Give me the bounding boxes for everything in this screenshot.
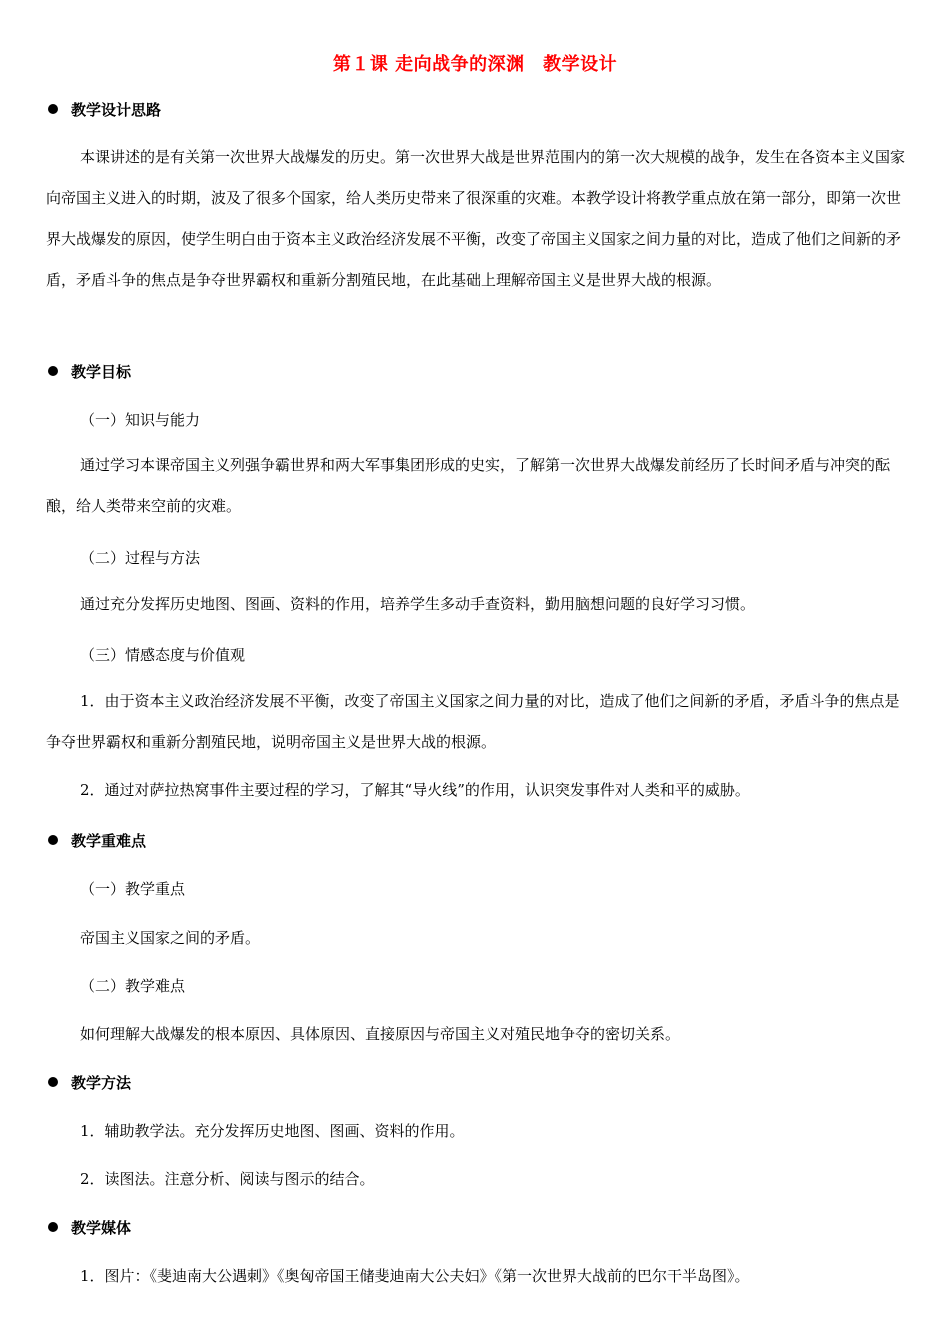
method-item-2: 2．读图法。注意分析、阅读与图示的结合。 — [80, 1170, 375, 1188]
bullet-icon — [48, 104, 58, 114]
objective-subheading-process: （二）过程与方法 — [80, 549, 201, 567]
method-item-1: 1．辅助教学法。充分发挥历史地图、图画、资料的作用。 — [80, 1122, 465, 1140]
key-point-focus-text: 帝国主义国家之间的矛盾。 — [80, 929, 261, 947]
key-point-subheading-difficulty: （二）教学难点 — [80, 977, 186, 995]
heading-text: 教学设计思路 — [71, 101, 162, 119]
section-heading-methods — [48, 1072, 131, 1093]
heading-text: 教学目标 — [71, 363, 132, 381]
objective-values-item-2: 2．通过对萨拉热窝事件主要过程的学习，了解其“导火线”的作用，认识突发事件对人类和平的威胁。 — [80, 781, 750, 799]
key-point-subheading-focus: （一）教学重点 — [80, 880, 186, 898]
objective-values-item-1: 1．由于资本主义政治经济发展不平衡，改变了帝国主义国家之间力量的对比，造成了他们之间新的矛盾，矛盾斗争的焦点是争夺世界霸权和重新分割殖民地，说明帝国主义是世界大战的根源。 — [46, 692, 900, 751]
heading-text: 教学重难点 — [71, 832, 147, 850]
document-title: 第１课 走向战争的深渊 教学设计 — [332, 54, 618, 75]
objective-knowledge-text: 通过学习本课帝国主义列强争霸世界和两大军事集团形成的史实，了解第一次世界大战爆发前经历了长时间矛盾与冲突的酝酿，给人类带来空前的灾难。 — [46, 456, 891, 515]
key-point-difficulty-text: 如何理解大战爆发的根本原因、具体原因、直接原因与帝国主义对殖民地争夺的密切关系。 — [80, 1025, 681, 1043]
section-heading-objectives — [48, 361, 131, 382]
design-idea-paragraph: 本课讲述的是有关第一次世界大战爆发的历史。第一次世界大战是世界范围内的第一次大规模的战争，发生在各资本主义国家向帝国主义进入的时期，波及了很多个国家，给人类历史带来了很深重的灾难。本教学设计将教学重点放在第一部分，即第一次世界大战爆发的原因，使学生明白由于资本主义政治经济发展不平衡，改变了帝国主义国家之间力量的对比，造成了他们之间新的矛盾，矛盾斗争的焦点是争夺世界霸权和重新分割殖民地，在此基础上理解帝国主义是世界大战的根源。 — [46, 148, 906, 289]
bullet-icon — [48, 1077, 58, 1087]
objective-subheading-knowledge: （一）知识与能力 — [80, 411, 201, 429]
bullet-icon — [48, 1222, 58, 1232]
section-heading-media — [48, 1217, 131, 1238]
heading-text: 教学方法 — [71, 1074, 132, 1092]
section-heading-design-idea — [48, 99, 161, 120]
bullet-icon — [48, 835, 58, 845]
objective-subheading-values: （三）情感态度与价值观 — [80, 646, 246, 664]
media-item-1: 1．图片：《斐迪南大公遇刺》《奥匈帝国王储斐迪南大公夫妇》《第一次世界大战前的巴尔干半岛图》。 — [80, 1267, 750, 1285]
section-heading-key-points — [48, 830, 146, 851]
objective-process-text: 通过充分发挥历史地图、图画、资料的作用，培养学生多动手查资料，勤用脑想问题的良好学习习惯。 — [80, 595, 756, 613]
heading-text: 教学媒体 — [71, 1219, 132, 1237]
bullet-icon — [48, 366, 58, 376]
